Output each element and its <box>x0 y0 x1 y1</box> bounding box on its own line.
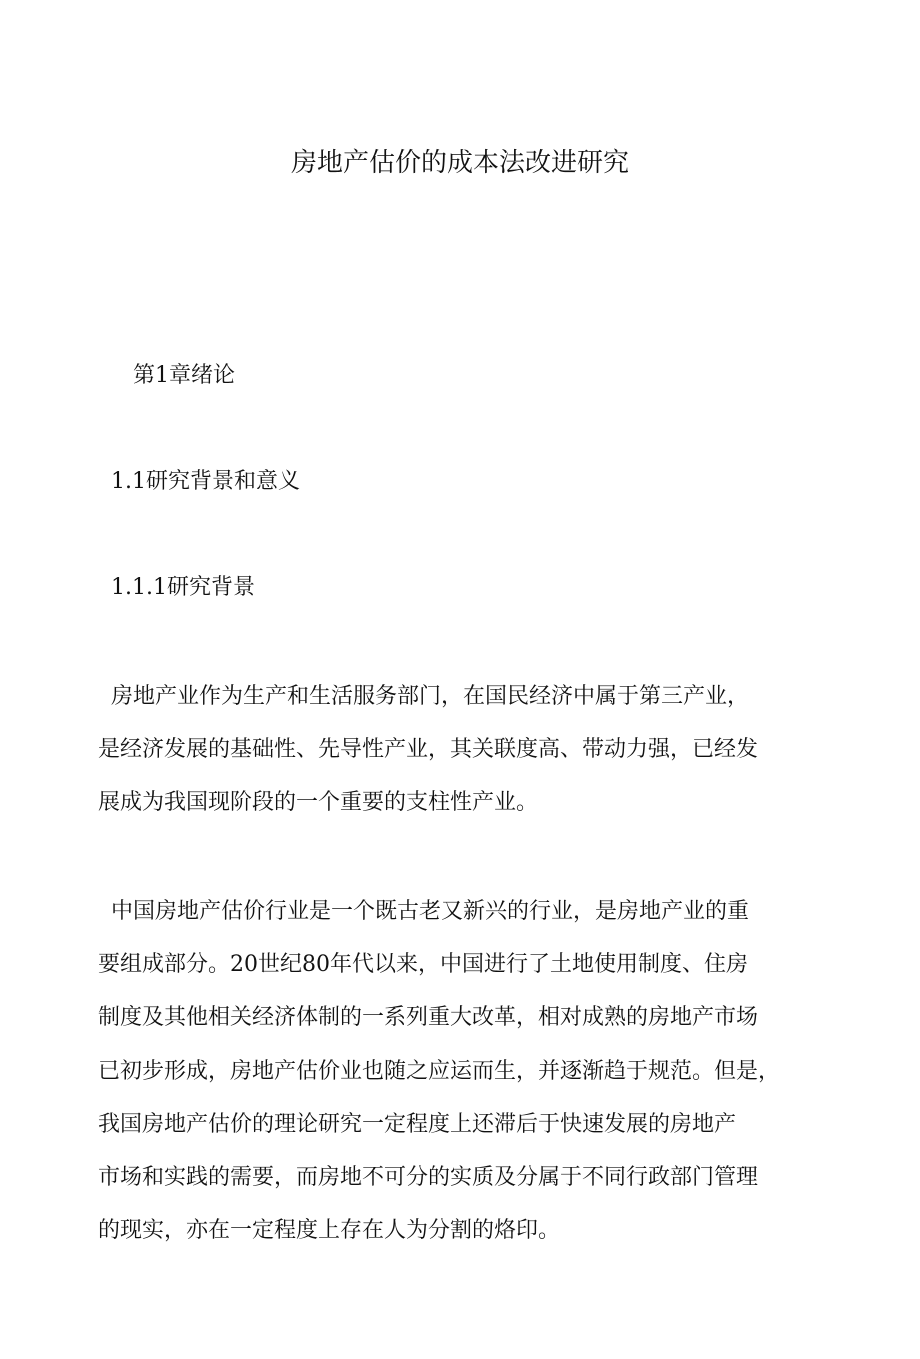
paragraph-2-line-1: 中国房地产估价行业是一个既古老又新兴的行业，是房地产业的重 <box>111 899 750 924</box>
subsection-heading: 1.1.1研究背景 <box>111 575 255 600</box>
section-heading: 1.1研究背景和意义 <box>111 469 300 494</box>
chapter-heading: 第1章绪论 <box>133 363 235 388</box>
paragraph-2-line-5: 我国房地产估价的理论研究一定程度上还滞后于快速发展的房地产 <box>98 1112 737 1137</box>
paragraph-2-line-6: 市场和实践的需要，而房地不可分的实质及分属于不同行政部门管理 <box>98 1165 759 1190</box>
document-title: 房地产估价的成本法改进研究 <box>290 148 629 178</box>
paragraph-1-line-2: 是经济发展的基础性、先导性产业，其关联度高、带动力强，已经发 <box>98 737 759 762</box>
paragraph-1-line-3: 展成为我国现阶段的一个重要的支柱性产业。 <box>98 790 539 815</box>
paragraph-2-line-4: 已初步形成，房地产估价业也随之应运而生，并逐渐趋于规范。但是， <box>98 1059 781 1084</box>
paragraph-2-line-3: 制度及其他相关经济体制的一系列重大改革，相对成熟的房地产市场 <box>98 1005 759 1030</box>
paragraph-1-line-1: 房地产业作为生产和生活服务部门，在国民经济中属于第三产业， <box>111 684 750 709</box>
paragraph-2-line-7: 的现实，亦在一定程度上存在人为分割的烙印。 <box>98 1218 561 1243</box>
paragraph-2-line-2: 要组成部分。20世纪80年代以来，中国进行了土地使用制度、住房 <box>98 952 748 977</box>
